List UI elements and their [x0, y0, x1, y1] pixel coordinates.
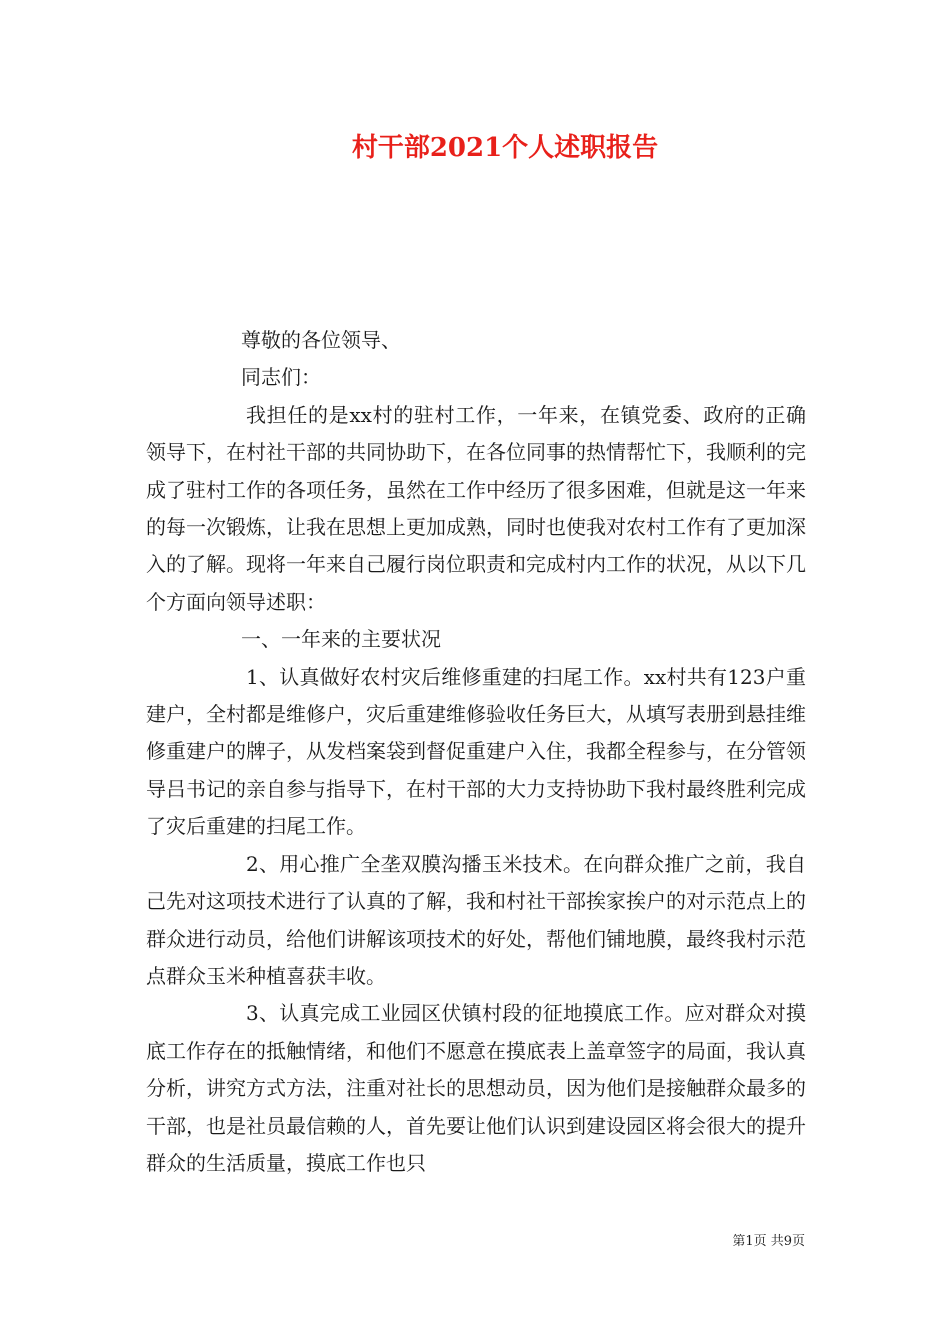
paragraph-item-2: 2、用心推广全垄双膜沟播玉米技术。在向群众推广之前，我自己先对这项技术进行了认真的了解，我和村社干部挨家挨户的对示范点上的群众进行动员，给他们讲解该项技术的好处，帮他们铺地膜，最终我村示范点群众玉米种植喜获丰收。: [146, 851, 806, 988]
section-heading: 一、一年来的主要状况: [241, 627, 441, 652]
paragraph-item-3: 3、认真完成工业园区伏镇村段的征地摸底工作。应对群众对摸底工作存在的抵触情绪，和他们不愿意在摸底表上盖章签字的局面，我认真分析，讲究方式方法，注重对社长的思想动员，因为他们是接触群众最多的干部，也是社员最信赖的人，首先要让他们认识到建设园区将会很大的提升群众的生活质量，摸底工作也只: [146, 1001, 806, 1175]
document-title: 村干部2021个人述职报告: [351, 133, 659, 163]
greeting-line-1: 尊敬的各位领导、: [241, 328, 401, 352]
paragraph-intro: 我担任的是xx村的驻村工作，一年来，在镇党委、政府的正确领导下，在村社干部的共同协助下，在各位同事的热情帮忙下，我顺利的完成了驻村工作的各项任务，虽然在工作中经历了很多困难，但就是这一年来的每一次锻炼，让我在思想上更加成熟，同时也使我对农村工作有了更加深入的了解。现将一年来自己履行岗位职责和完成村内工作的状况，从以下几个方面向领导述职：: [146, 402, 806, 614]
document-body: [146, 322, 806, 1182]
paragraph-item-1: 1、认真做好农村灾后维修重建的扫尾工作。xx村共有123户重建户，全村都是维修户，灾后重建维修验收任务巨大，从填写表册到悬挂维修重建户的牌子，从发档案袋到督促重建户入住，我都全程参与，在分管领导吕书记的亲自参与指导下，在村干部的大力支持协助下我村最终胜利完成了灾后重建的扫尾工作。: [146, 664, 806, 839]
page-number-footer: 第1页 共9页: [732, 1234, 805, 1249]
greeting-line-2: 同志们：: [241, 365, 321, 390]
